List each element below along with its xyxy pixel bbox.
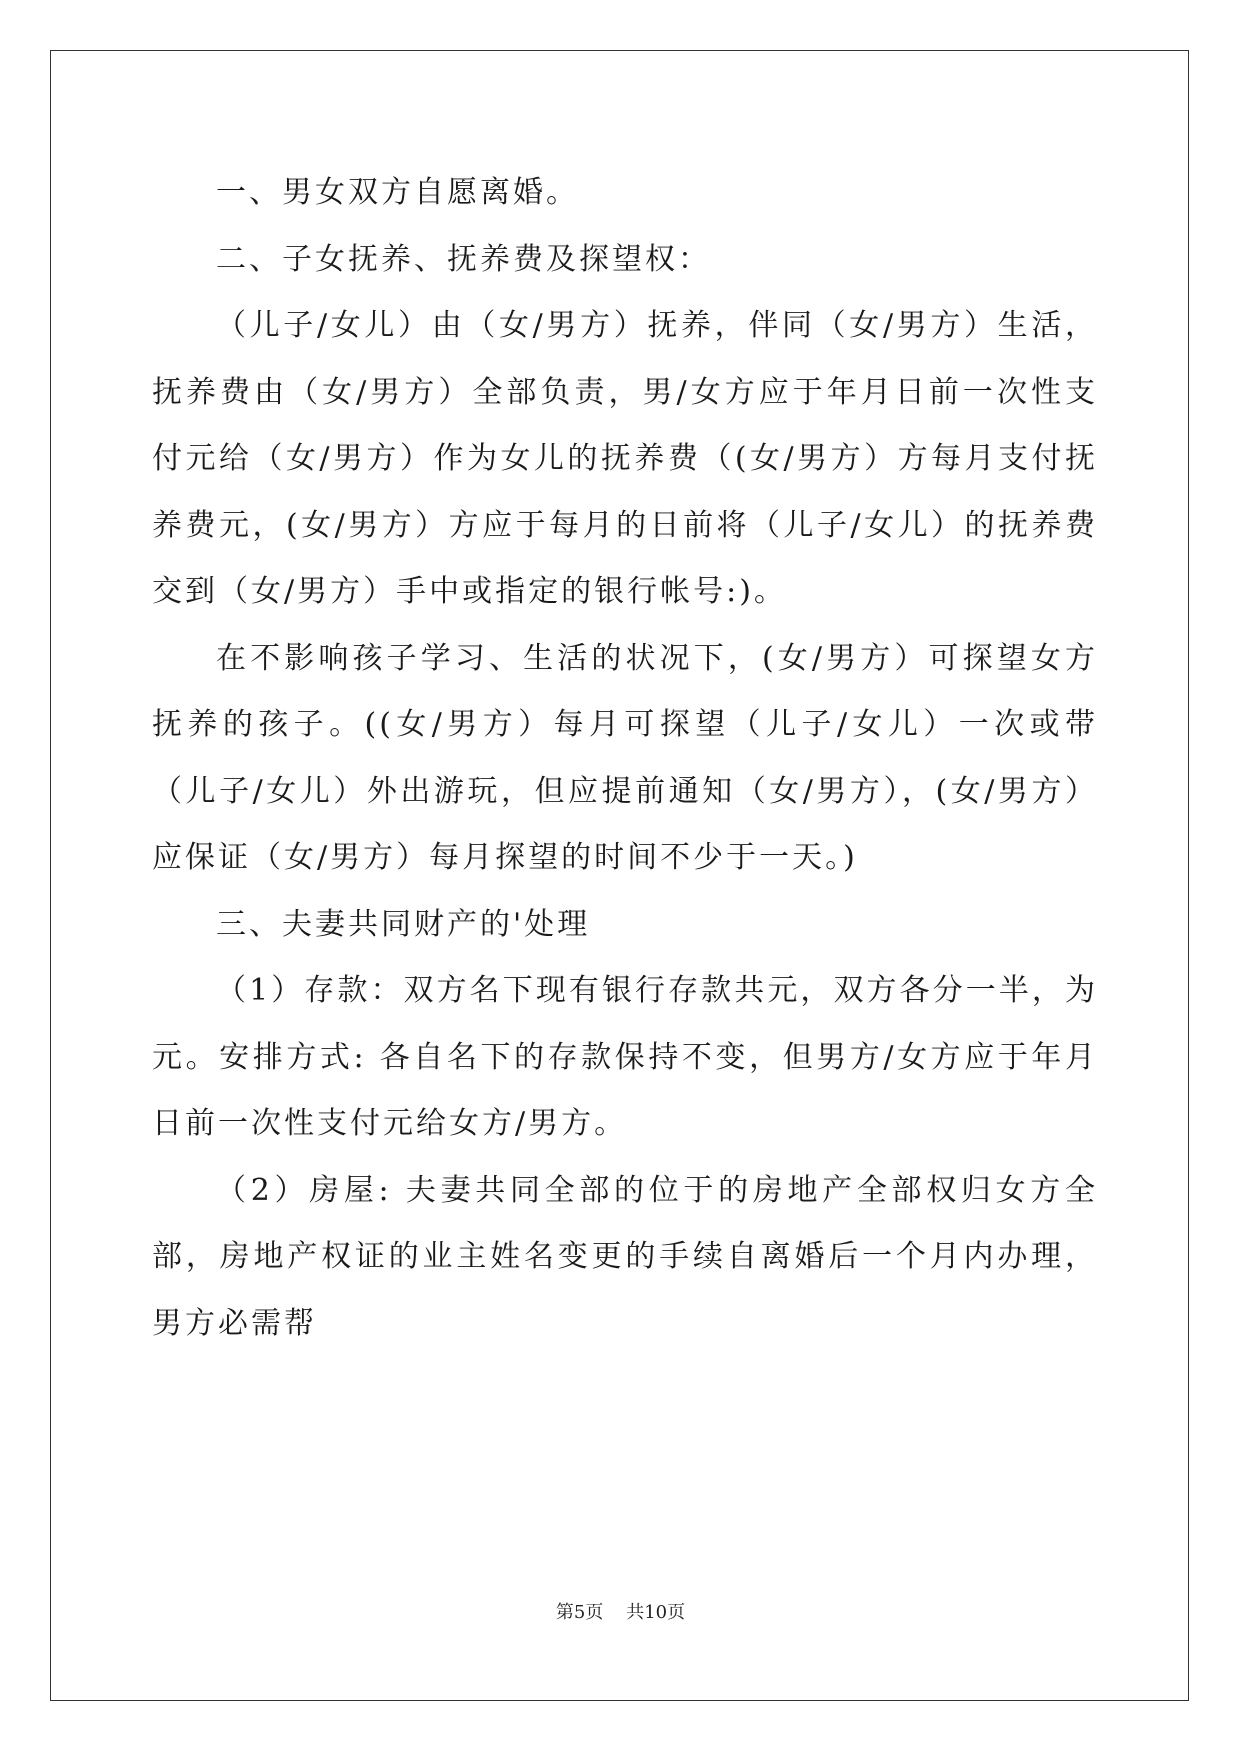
paragraph-4: 在不影响孩子学习、生活的状况下，(女/男方）可探望女方抚养的孩子。((女/男方）每月可探望（儿子/女儿）一次或带（儿子/女儿）外出游玩，但应提前通知（女/男方），(女/男方）应保证（女/男方）每月探望的时间不少于一天。) <box>152 640 1098 875</box>
page-total: 共10页 <box>626 1602 686 1623</box>
paragraph-1: 一、男女双方自愿离婚。 <box>216 175 579 210</box>
page-number: 第5页 <box>555 1602 604 1623</box>
paragraph-6: （1）存款：双方名下现有银行存款共元，双方各分一半，为元。安排方式: 各自名下的存款保持不变，但男方/女方应于年月日前一次性支付元给女方/男方。 <box>152 973 1098 1141</box>
paragraph-7: （2）房屋: 夫妻共同全部的位于的房地产全部权归女方全部，房地产权证的业主姓名变更的手续自离婚后一个月内办理，男方必需帮 <box>152 1172 1098 1341</box>
paragraph-5: 三、夫妻共同财产的'处理 <box>216 906 591 942</box>
document-body <box>152 160 1098 1357</box>
paragraph-2: 二、子女抚养、抚养费及探望权： <box>216 241 711 277</box>
page-footer <box>0 1598 1241 1624</box>
paragraph-3: （儿子/女儿）由（女/男方）抚养，伴同（女/男方）生活，抚养费由（女/男方）全部负责，男/女方应于年月日前一次性支付元给（女/男方）作为女儿的抚养费（(女/男方）方每月支付抚养费元，(女/男方）方应于每月的日前将（儿子/女儿）的抚养费交到（女/男方）手中或指定的银行帐号:)。 <box>152 308 1098 609</box>
